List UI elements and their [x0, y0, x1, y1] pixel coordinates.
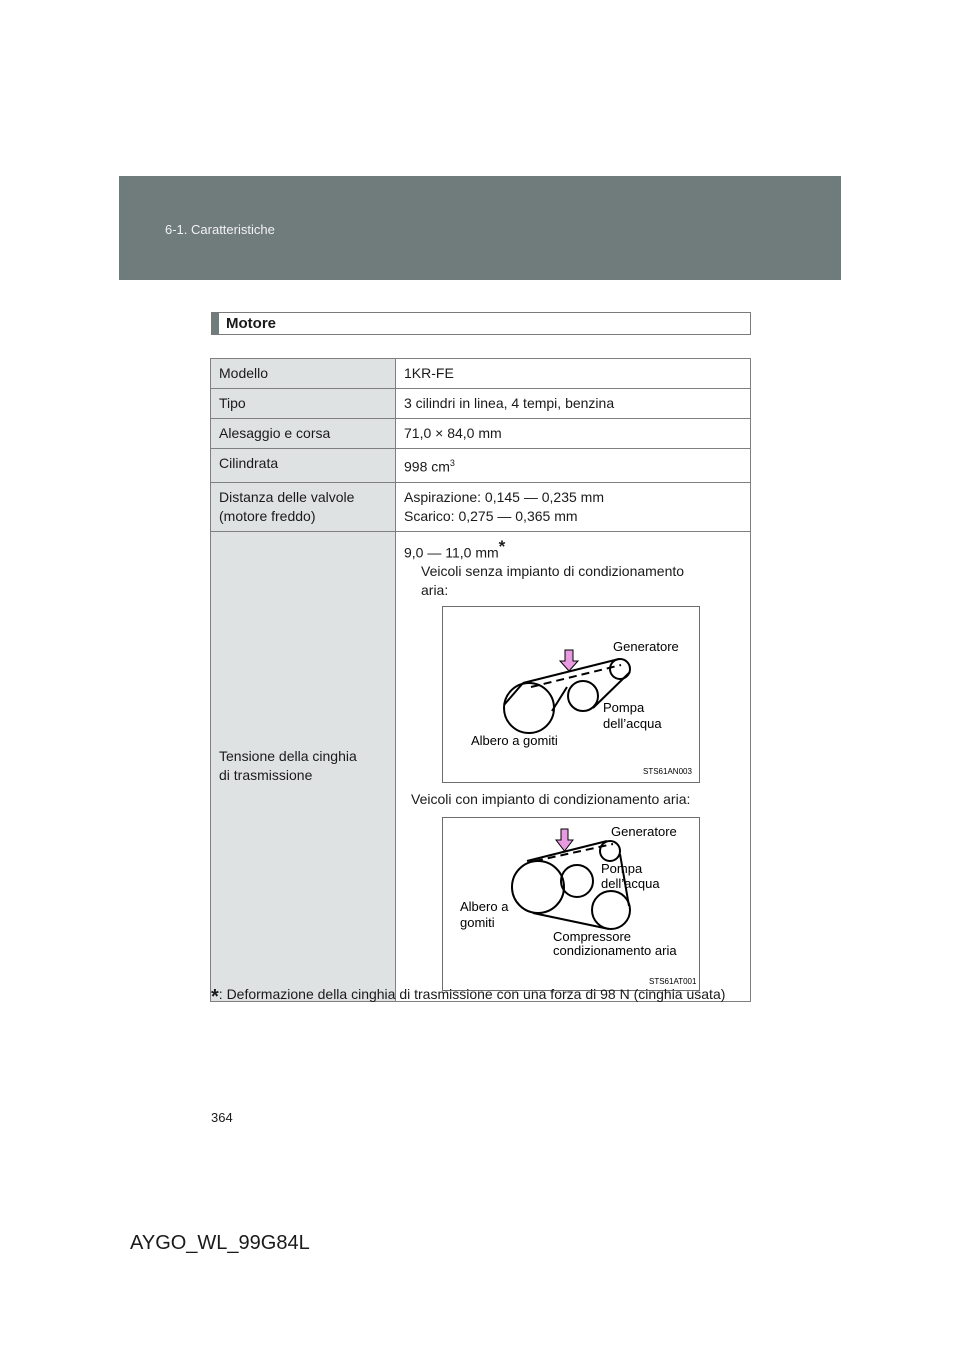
label-line: Distanza delle valvole: [219, 488, 355, 505]
page-number: 364: [211, 1110, 233, 1125]
label-pompa: Pompa: [603, 700, 645, 716]
label-albero: Albero a: [460, 899, 509, 915]
ac-caption: Veicoli con impianto di condizionamento aria:: [411, 791, 691, 808]
label-compressore-line2: condizionamento aria: [553, 943, 677, 959]
belt-diagram-ac: [442, 817, 700, 991]
displacement-value: 998 cm: [404, 458, 450, 475]
footnote-text: : Deformazione della cinghia di trasmissione con una forza di 98 N (cinghia usata): [218, 986, 726, 1002]
label-generatore: Generatore: [611, 824, 677, 840]
chapter-header: [119, 176, 841, 280]
exhaust-clearance: Scarico: 0,275 — 0,365 mm: [404, 507, 578, 524]
label-albero-line2: gomiti: [460, 915, 495, 931]
table-row: [211, 419, 751, 449]
label-pompa-line2: dell’acqua: [601, 876, 660, 892]
engine-spec-table: [210, 358, 751, 1002]
row-label: Cilindrata: [211, 449, 396, 483]
caption-line: Veicoli senza impianto di condizionamento: [421, 563, 685, 580]
ac-compressor-pulley: [592, 891, 630, 929]
label-compressore: Compressore: [553, 929, 632, 945]
water-pump-pulley: [561, 865, 593, 897]
table-row: [211, 389, 751, 419]
crankshaft-pulley: [504, 683, 554, 733]
generator-pulley: [600, 841, 620, 861]
label-pompa: Pompa: [601, 861, 643, 877]
section-heading: [211, 312, 751, 335]
no-ac-caption: [404, 562, 742, 600]
table-row: [211, 449, 751, 483]
row-value: 1KR-FE: [396, 359, 751, 389]
force-arrow-icon: [556, 829, 573, 851]
force-arrow-icon: [560, 650, 578, 671]
label-pompa-line2: dell’acqua: [603, 716, 662, 732]
row-value: 3 cilindri in linea, 4 tempi, benzina: [396, 389, 751, 419]
footnote-asterisk: *: [211, 986, 219, 1008]
figure-code: STS61AT001: [649, 977, 697, 987]
table-row: [211, 531, 751, 1002]
table-row: [211, 482, 751, 531]
caption-line: aria:: [421, 582, 449, 599]
heading-accent-bar: [212, 313, 219, 334]
document-code: AYGO_WL_99G84L: [130, 1232, 310, 1254]
row-label: Alesaggio e corsa: [211, 419, 396, 449]
intake-clearance: Aspirazione: 0,145 — 0,235 mm: [404, 488, 604, 505]
belt-tension-range: 9,0 — 11,0 mm: [404, 544, 499, 561]
row-value: [396, 482, 751, 531]
row-value: [396, 449, 751, 483]
row-value: 71,0 × 84,0 mm: [396, 419, 751, 449]
table-row: [211, 359, 751, 389]
footnote: [211, 985, 749, 1007]
unit-superscript: 3: [449, 458, 455, 468]
figure-code: STS61AN003: [643, 767, 692, 777]
row-label: Tipo: [211, 389, 396, 419]
crankshaft-pulley: [512, 861, 564, 913]
label-line: (motore freddo): [219, 507, 316, 524]
label-line: di trasmissione: [219, 767, 313, 784]
footnote-marker: *: [498, 536, 506, 556]
belt-bottom: [533, 913, 609, 929]
belt-diagram-no-ac: [442, 606, 700, 783]
label-albero: Albero a gomiti: [471, 733, 558, 749]
row-label: [211, 482, 396, 531]
row-value: [396, 531, 751, 1002]
row-label: [211, 531, 396, 1002]
section-title: Motore: [226, 315, 276, 332]
belt-deflected: [535, 844, 613, 861]
label-generatore: Generatore: [613, 639, 679, 655]
label-line: Tensione della cinghia: [219, 748, 357, 765]
belt-tension-value: [404, 537, 742, 563]
row-label: Modello: [211, 359, 396, 389]
belt-left: [504, 683, 523, 705]
section-breadcrumb: 6-1. Caratteristiche: [165, 222, 275, 237]
